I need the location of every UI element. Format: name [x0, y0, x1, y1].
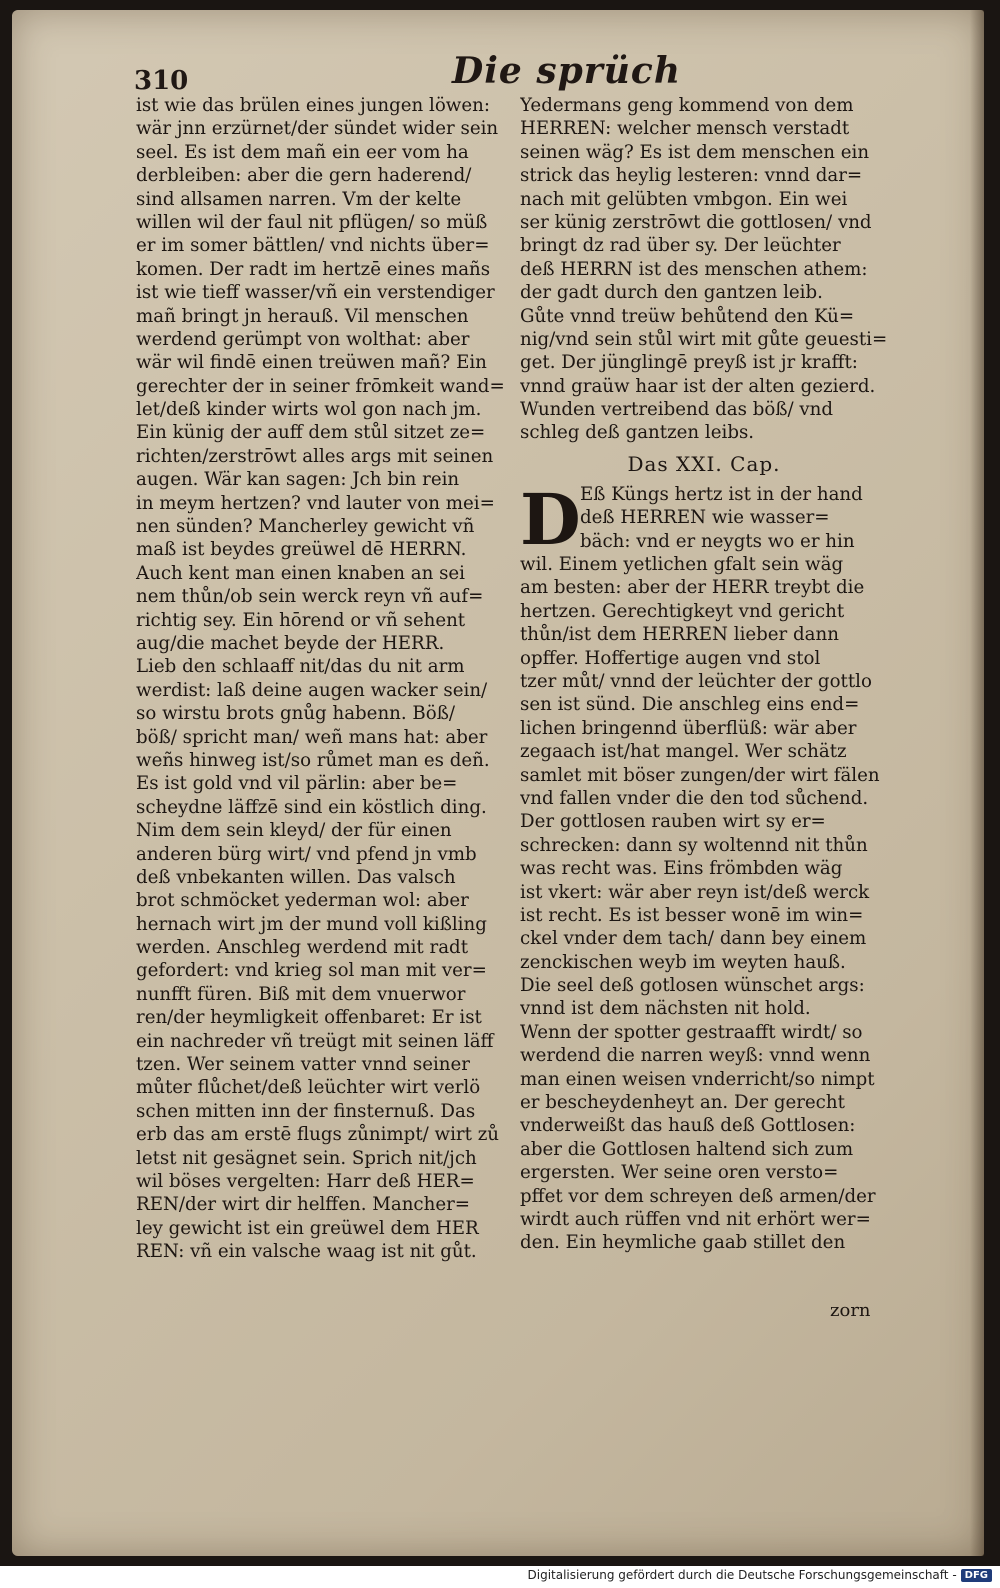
text-line: wär wil findē einen treüwen mañ? Ein	[136, 352, 487, 374]
text-line: werdend die narren weyß: vnnd wenn	[520, 1045, 871, 1067]
text-line: werdist: laß deine augen wacker sein/	[136, 679, 488, 701]
text-line: derbleiben: aber die gern haderend/	[136, 165, 472, 187]
text-line: strick das heylig lesteren: vnnd dar=	[520, 165, 863, 187]
text-line: brot schmöcket yederman wol: aber	[136, 890, 469, 912]
text-line: Auch kent man einen knaben an sei	[136, 562, 465, 584]
text-line: weñs hinweg ist/so růmet man es deñ.	[136, 749, 490, 771]
text-line: ergersten. Wer seine oren versto=	[520, 1162, 839, 1184]
text-line: mañ bringt jn herauß. Vil menschen	[136, 305, 469, 327]
text-line: Lieb den schlaaff nit/das du nit arm	[136, 656, 465, 678]
text-line: böß/ spricht man/ weñ mans hat: aber	[136, 726, 488, 748]
text-line: wil böses vergelten: Harr deß HER=	[136, 1170, 475, 1192]
text-line: letst nit gesägnet sein. Sprich nit/jch	[136, 1147, 477, 1169]
text-line: opffer. Hoffertige augen vnd stol	[520, 647, 821, 669]
text-line: Es ist gold vnd vil pärlin: aber be=	[136, 773, 458, 795]
text-line: tzen. Wer seinem vatter vnnd seiner	[136, 1054, 470, 1076]
text-line: ist wie das brülen eines jungen löwen:	[136, 95, 490, 116]
text-line: let/deß kinder wirts wol gon nach jm.	[136, 399, 482, 421]
text-line: Eß Küngs hertz ist in der hand	[580, 483, 863, 505]
text-line: můter flůchet/deß leüchter wirt verlö	[136, 1077, 481, 1099]
text-line: den. Ein heymliche gaab stillet den	[520, 1232, 846, 1254]
text-line: ein nachreder vñ treügt mit seinen läff	[136, 1030, 494, 1052]
dfg-logo: DFG	[961, 1569, 992, 1582]
text-line: hertzen. Gerechtigkeyt vnd gericht	[520, 600, 845, 622]
text-line: ser künig zerstrōwt die gottlosen/ vnd	[520, 211, 872, 233]
text-line: aber die Gottlosen haltend sich zum	[520, 1138, 854, 1160]
text-line: thůn/ist dem HERREN lieber dann	[520, 624, 839, 646]
text-line: ren/der heymligkeit offenbaret: Er ist	[136, 1007, 482, 1029]
text-line: REN/der wirt dir helffen. Mancher=	[136, 1194, 471, 1216]
text-line: werden. Anschleg werdend mit radt	[136, 937, 469, 959]
text-line: zegaach ist/hat mangel. Wer schätz	[520, 741, 847, 763]
text-line: anderen bürg wirt/ vnd pfend jn vmb	[136, 843, 477, 865]
text-line: HERREN: welcher mensch verstadt	[520, 118, 850, 140]
text-line: augen. Wär kan sagen: Jch bin rein	[136, 469, 460, 491]
drop-initial: D	[520, 477, 581, 561]
text-line: in meym hertzen? vnd lauter von mei=	[136, 492, 495, 514]
text-line: gerechter der in seiner frōmkeit wand=	[136, 375, 505, 397]
text-line: er bescheydenheyt an. Der gerecht	[520, 1092, 845, 1114]
text-line: Ein künig der auff dem stůl sitzet ze=	[136, 422, 486, 444]
right-column-bottom-text	[520, 553, 888, 1255]
text-line: deß HERRN ist des menschen athem:	[520, 258, 868, 280]
text-line: werdend gerümpt von wolthat: aber	[136, 328, 470, 350]
text-line: am besten: aber der HERR treybt die	[520, 577, 865, 599]
text-line: vnderweißt das hauß deß Gottlosen:	[520, 1115, 856, 1137]
text-line: aug/die machet beyde der HERR.	[136, 632, 445, 654]
text-line: Der gottlosen rauben wirt sy er=	[520, 811, 826, 833]
text-line: Nim dem sein kleyd/ der für einen	[136, 820, 452, 842]
text-line: wirdt auch rüffen vnd nit erhört wer=	[520, 1208, 871, 1230]
text-line: seinen wäg? Es ist dem menschen ein	[520, 141, 870, 163]
text-line: nem thůn/ob sein werck reyn vñ auf=	[136, 586, 484, 608]
text-line: ist wie tieff wasser/vñ ein verstendiger	[136, 282, 495, 304]
chapter-opening	[520, 477, 888, 561]
text-line: schleg deß gantzen leibs.	[520, 422, 755, 444]
text-line: scheydne läffzē sind ein köstlich ding.	[136, 796, 487, 818]
text-line: richtig sey. Ein hōrend or vñ sehent	[136, 609, 466, 631]
catchword: zorn	[830, 1300, 871, 1321]
text-line: deß HERREN wie wasser=	[580, 507, 830, 529]
text-line: er im somer bättlen/ vnd nichts über=	[136, 235, 490, 257]
digitization-footer	[528, 1568, 993, 1582]
footer-text: Digitalisierung gefördert durch die Deutsche Forschungsgemeinschaft -	[527, 1568, 957, 1582]
text-line: so wirstu brots gnůg habenn. Böß/	[136, 703, 456, 725]
text-line: deß vnbekanten willen. Das valsch	[136, 866, 456, 888]
text-line: samlet mit böser zungen/der wirt fälen	[520, 764, 880, 786]
text-line: wär jnn erzürnet/der sündet wider sein	[136, 118, 499, 140]
text-line: willen wil der faul nit pflügen/ so müß	[136, 211, 488, 233]
text-line: Gůte vnnd treüw behůtend den Kü=	[520, 305, 855, 327]
text-line: vnnd ist dem nächsten nit hold.	[520, 998, 811, 1020]
text-line: seel. Es ist dem mañ ein eer vom ha	[136, 141, 469, 163]
text-line: nunfft füren. Biß mit dem vnuerwor	[136, 983, 466, 1005]
text-line: sind allsamen narren. Vm der kelte	[136, 188, 462, 210]
text-line: sen ist sünd. Die anschleg eins end=	[520, 694, 860, 716]
text-line: zenckischen weyb im weyten hauß.	[520, 951, 846, 973]
text-line: nig/vnd sein stůl wirt mit gůte geuesti=	[520, 328, 888, 350]
text-line: wil. Einem yetlichen gfalt sein wäg	[520, 554, 844, 576]
text-line: vnnd graüw haar ist der alten gezierd.	[520, 375, 876, 397]
right-column-top-text	[520, 94, 888, 445]
text-line: was recht was. Eins frömbden wäg	[520, 858, 843, 880]
text-line: maß ist beydes greüwel dē HERRN.	[136, 539, 467, 561]
text-line: schrecken: dann sy woltennd nit thůn	[520, 834, 868, 856]
text-line: ist vkert: wär aber reyn ist/deß werck	[520, 881, 870, 903]
text-line: schen mitten inn der finsternuß. Das	[136, 1100, 476, 1122]
text-line: der gadt durch den gantzen leib.	[520, 282, 823, 304]
text-line: Wenn der spotter gestraafft wirdt/ so	[520, 1021, 863, 1043]
text-line: erb das am erstē flugs zůnimpt/ wirt zů	[136, 1124, 499, 1146]
text-line: lichen bringennd überflüß: wär aber	[520, 717, 857, 739]
right-text-column	[520, 94, 888, 1255]
text-line: bringt dz rad über sy. Der leüchter	[520, 235, 841, 257]
running-head: Die sprüch	[452, 50, 682, 92]
text-line: pffet vor dem schreyen deß armen/der	[520, 1185, 876, 1207]
text-line: nach mit gelübten vmbgon. Ein wei	[520, 188, 848, 210]
text-line: Die seel deß gotlosen wünschet args:	[520, 975, 865, 997]
page-number: 310	[134, 66, 189, 96]
text-line: ckel vnder dem tach/ dann bey einem	[520, 928, 867, 950]
text-line: Wunden vertreibend das böß/ vnd	[520, 399, 834, 421]
text-line: komen. Der radt im hertzē eines mañs	[136, 258, 491, 280]
text-line: richten/zerstrōwt alles args mit seinen	[136, 445, 494, 467]
chapter-heading: Das XXI. Cap.	[627, 451, 781, 476]
text-line: Yedermans geng kommend von dem	[520, 95, 854, 116]
left-text-column	[136, 94, 512, 1264]
text-line: bäch: vnd er neygts wo er hin	[580, 530, 855, 552]
text-line: get. Der jünglingē preyß ist jr krafft:	[520, 352, 858, 374]
text-line: vnd fallen vnder die den tod sůchend.	[520, 787, 869, 809]
text-line: man einen weisen vnderricht/so nimpt	[520, 1068, 875, 1090]
text-line: ley gewicht ist ein greüwel dem HER	[136, 1217, 479, 1239]
text-line: tzer můt/ vnnd der leüchter der gottlo	[520, 670, 872, 692]
text-line: ist recht. Es ist besser wonē im win=	[520, 904, 864, 926]
text-line: REN: vñ ein valsche waag ist nit gůt.	[136, 1241, 477, 1263]
text-line: nen sünden? Mancherley gewicht vñ	[136, 516, 475, 538]
text-line: gefordert: vnd krieg sol man mit ver=	[136, 960, 487, 982]
text-line: hernach wirt jm der mund voll kißling	[136, 913, 487, 935]
